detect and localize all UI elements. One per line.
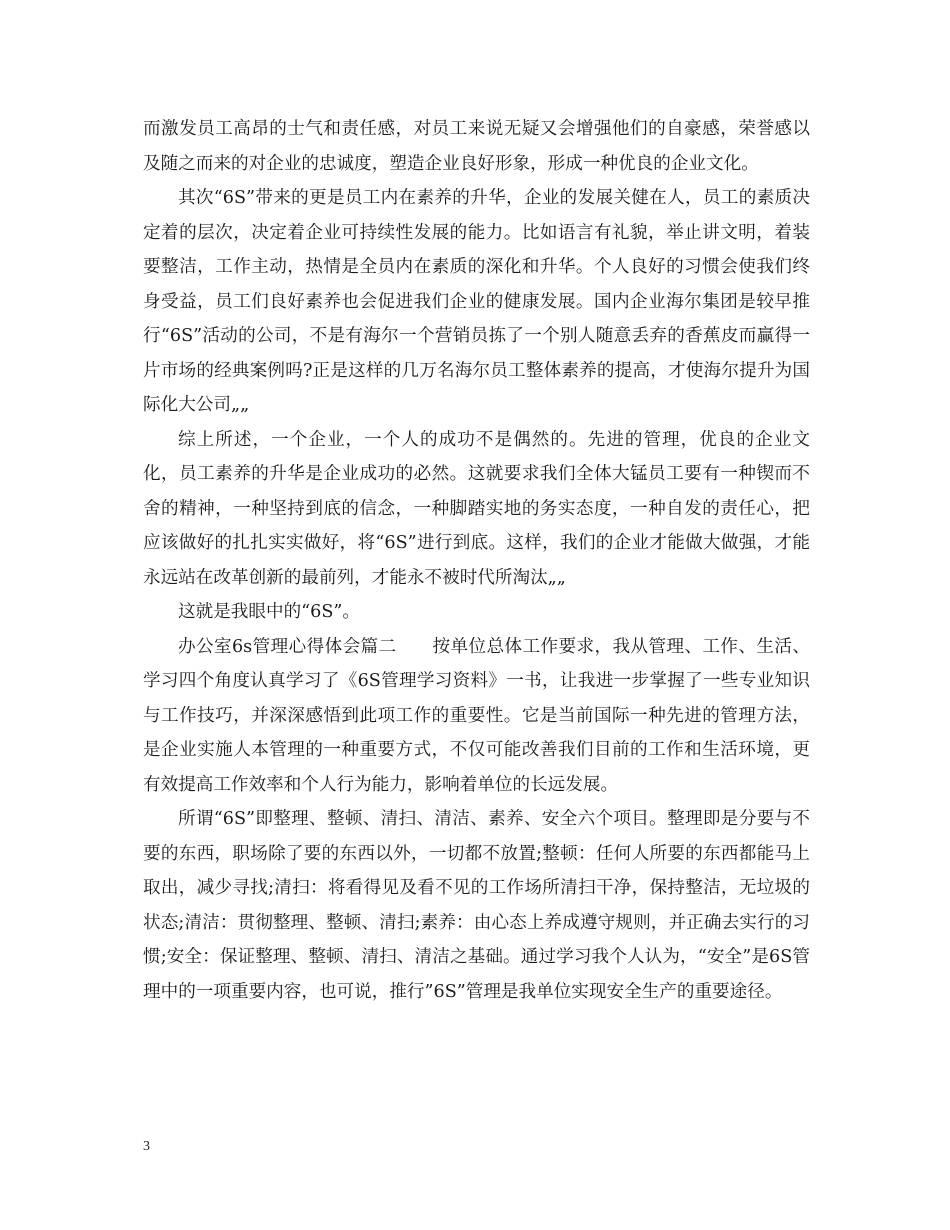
paragraph-5: 办公室6s管理心得体会篇二 按单位总体工作要求，我从管理、工作、生活、学习四个角度认真学习了《6S管理学习资料》一书，让我进一步掌握了一些专业知识与工作技巧，并深深感悟到此项工作的重要性。它是当前国际一种先进的管理方法，是企业实施人本管理的一种重要方式，不仅可能改善我们目前的工作和生活环境，更有效提高工作效率和个人行为能力，影响着单位的长远发展。 — [143, 636, 810, 795]
paragraph-4: 这就是我眼中的“6S”。 — [178, 602, 360, 622]
page-number: 3 — [143, 1139, 150, 1154]
paragraph-2: 其次“6S”带来的更是员工内在素养的升华，企业的发展关健在人，员工的素质决定着的层次，决定着企业可持续性发展的能力。比如语言有礼貌，举止讲文明，着装要整洁，工作主动，热情是全员内在素质的深化和升华。个人良好的习惯会使我们终身受益，员工们良好素养也会促进我们企业的健康发展。国内企业海尔集团是较早推行“6S”活动的公司，不是有海尔一个营销员拣了一个别人随意丢弃的香蕉皮而赢得一片市场的经典案例吗?正是这样的几万名海尔员工整体素养的提高，才使海尔提升为国际化大公司„„ — [143, 188, 810, 415]
paragraph-1: 而激发员工高昂的士气和责任感，对员工来说无疑又会增强他们的自豪感，荣誉感以及随之而来的对企业的忠诚度，塑造企业良好形象，形成一种优良的企业文化。 — [143, 119, 810, 174]
paragraph-6: 所谓“6S”即整理、整顿、清扫、清洁、素养、安全六个项目。整理即是分要与不要的东西，职场除了要的东西以外，一切都不放置;整顿：任何人所要的东西都能马上取出，减少寻找;清扫：将看得见及看不见的工作场所清扫干净，保持整洁，无垃圾的状态;清洁：贯彻整理、整顿、清扫;素养：由心态上养成遵守规则，并正确去实行的习惯;安全：保证整理、整顿、清扫、清洁之基础。通过学习我个人认为，“安全”是6S管理中的一项重要内容，也可说，推行”6S”管理是我单位实现安全生产的重要途径。 — [143, 809, 810, 1002]
body-text — [143, 112, 810, 1009]
paragraph-3: 综上所述，一个企业，一个人的成功不是偶然的。先进的管理，优良的企业文化，员工素养的升华是企业成功的必然。这就要求我们全体大锰员工要有一种锲而不舍的精神，一种坚持到底的信念，一种脚踏实地的务实态度，一种自发的责任心，把应该做好的扎扎实实做好，将“6S”进行到底。这样，我们的企业才能做大做强，才能永远站在改革创新的最前列，才能永不被时代所淘汰„„ — [143, 429, 810, 588]
